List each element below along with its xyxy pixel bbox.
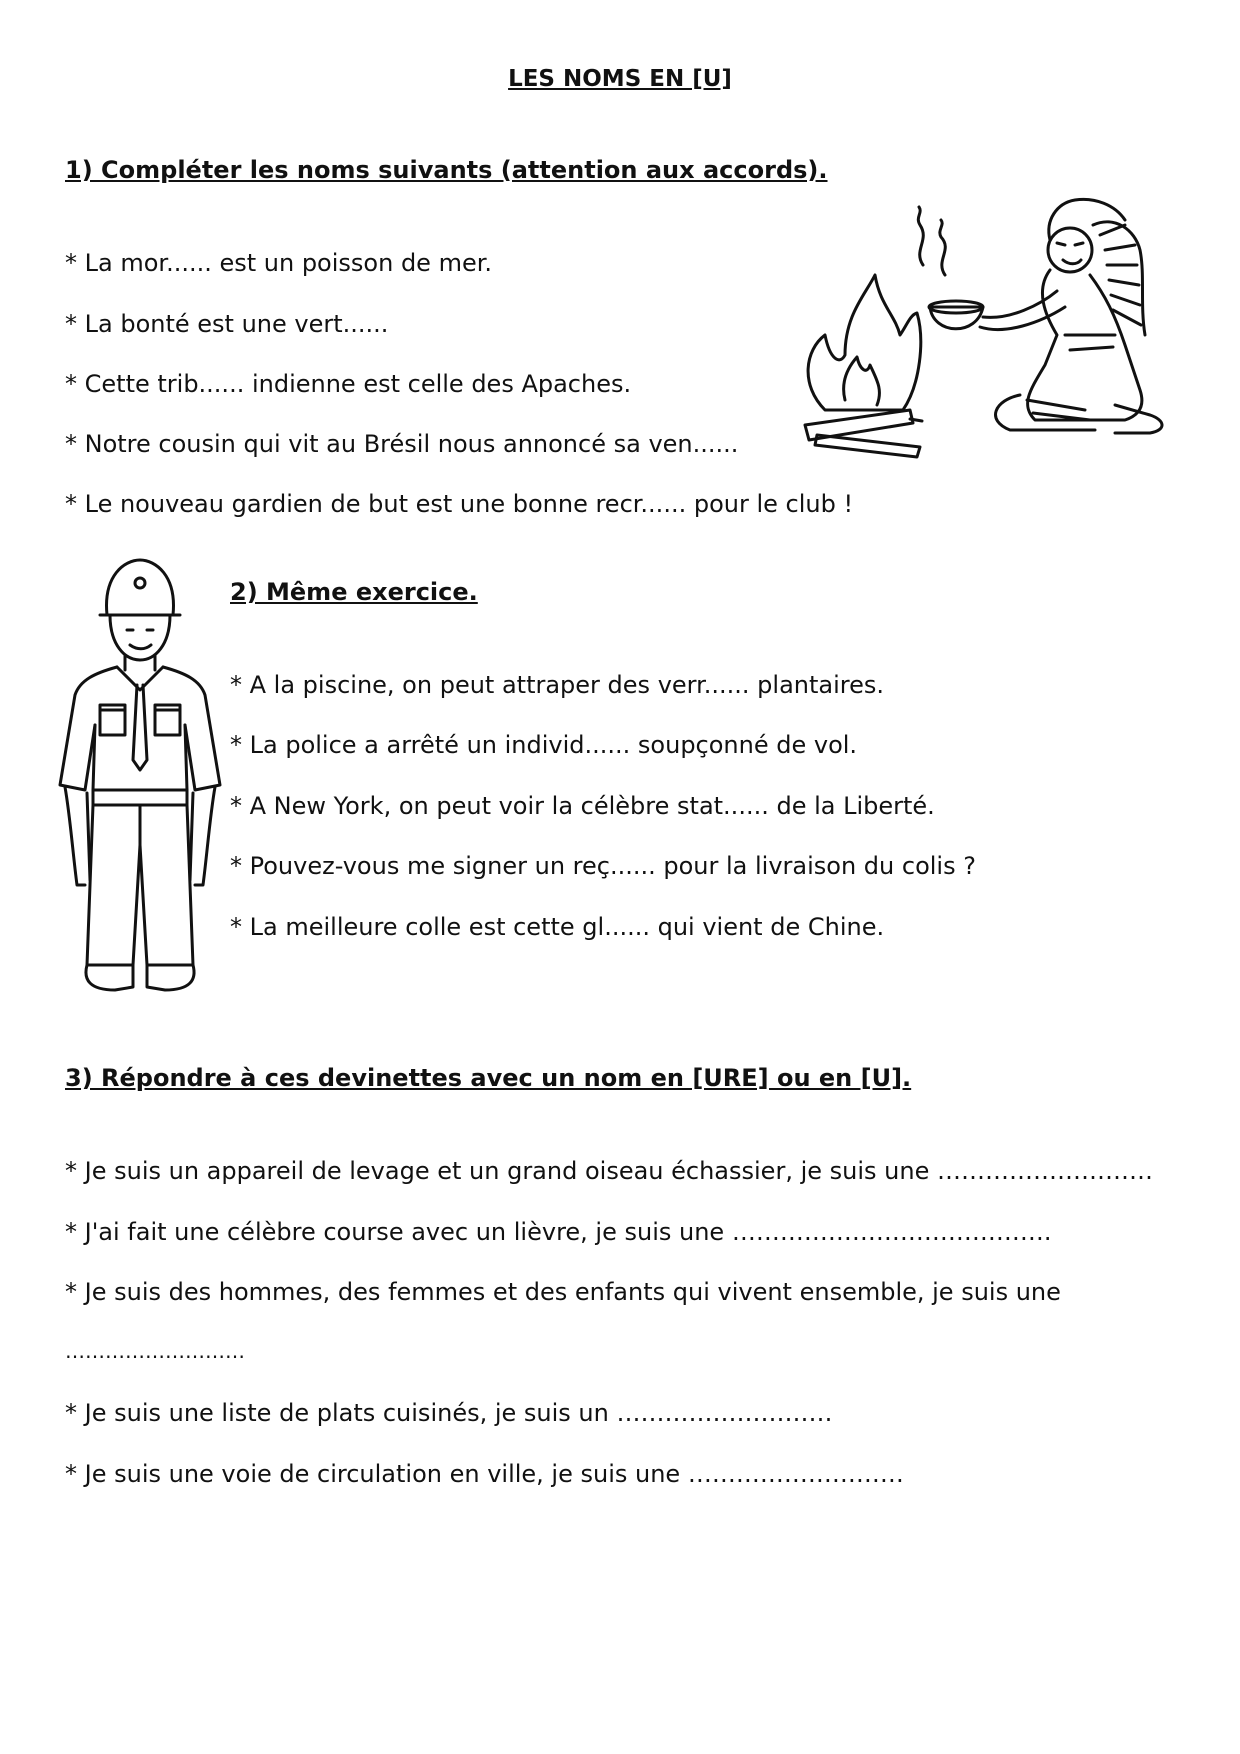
police-officer-illustration [55, 555, 225, 1000]
section1-item-2: * La bonté est une vert...... [65, 310, 389, 338]
campfire-illustration [795, 195, 1180, 465]
section3-item-1: * Je suis un appareil de levage et un grand oiseau échassier, je suis une ……………………… [65, 1157, 1153, 1185]
section2-heading: 2) Même exercice. [230, 578, 478, 606]
section2-item-5: * La meilleure colle est cette gl...... qui vient de Chine. [230, 913, 885, 941]
section1-item-4: * Notre cousin qui vit au Brésil nous annoncé sa ven...... [65, 430, 739, 458]
section1-heading: 1) Compléter les noms suivants (attention aux accords). [65, 156, 828, 184]
section1-item-1: * La mor...... est un poisson de mer. [65, 249, 493, 277]
section2-item-1: * A la piscine, on peut attraper des verr...... plantaires. [230, 671, 885, 699]
section1-item-3: * Cette trib...... indienne est celle des Apaches. [65, 370, 632, 398]
section2-item-4: * Pouvez-vous me signer un reç...... pour la livraison du colis ? [230, 852, 976, 880]
section1-item-5: * Le nouveau gardien de but est une bonne recr...... pour le club ! [65, 490, 854, 518]
section3-heading: 3) Répondre à ces devinettes avec un nom en [URE] ou en [U]. [65, 1064, 912, 1092]
section3-item-3: * Je suis des hommes, des femmes et des enfants qui vivent ensemble, je suis une [65, 1278, 1061, 1306]
section3-item-3-answer-line: ……………………… [65, 1339, 245, 1363]
section3-item-5: * Je suis une voie de circulation en ville, je suis une ……………………… [65, 1460, 904, 1488]
section3-item-2: * J'ai fait une célèbre course avec un lièvre, je suis une …………………………………. [65, 1218, 1052, 1246]
page-title: LES NOMS EN [U] [508, 66, 732, 92]
section2-item-2: * La police a arrêté un individ...... soupçonné de vol. [230, 731, 858, 759]
section2-item-3: * A New York, on peut voir la célèbre stat...... de la Liberté. [230, 792, 935, 820]
section3-item-4: * Je suis une liste de plats cuisinés, je suis un ……………………… [65, 1399, 833, 1427]
